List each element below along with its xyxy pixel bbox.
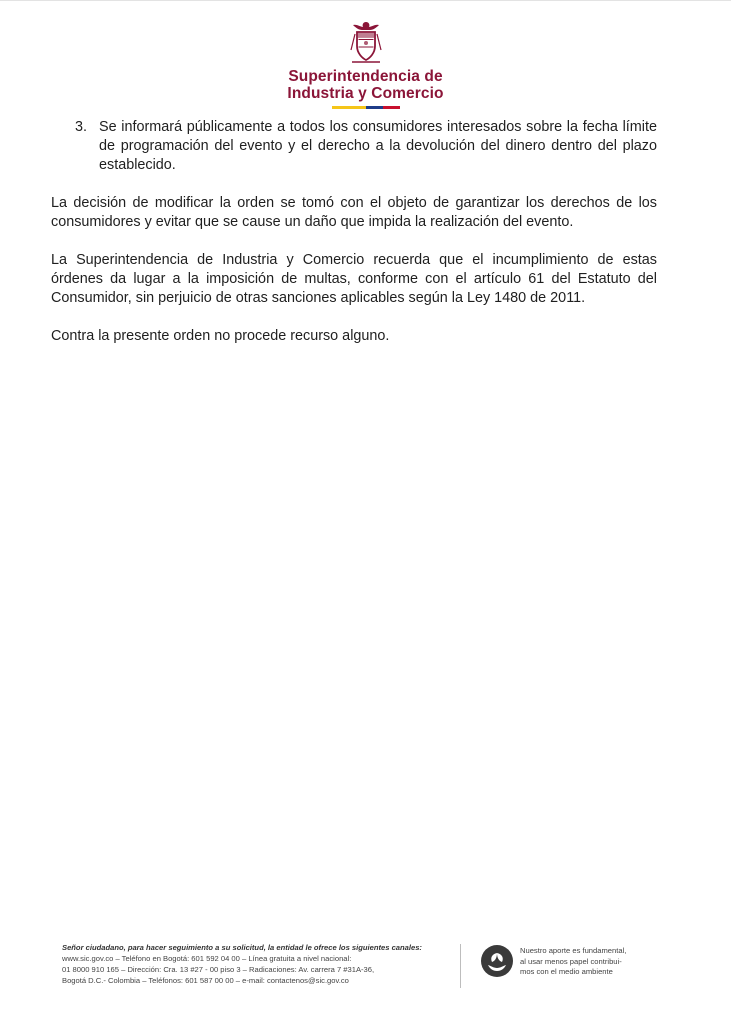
header-logo [0, 20, 731, 109]
flag-stripe [332, 106, 400, 109]
footer-eco-note [480, 944, 680, 988]
list-item-number: 3. [75, 119, 88, 135]
paragraph-decision: La decisión de modificar la orden se tomó con el objeto de garantizar los derechos de los consumidores y evitar que se cause un daño que impida la realización del evento. [51, 195, 657, 230]
organization-name [0, 68, 731, 102]
list-item [51, 118, 657, 175]
flag-yellow [332, 106, 366, 109]
eco-line3: mos con el medio ambiente [520, 967, 613, 976]
list-item-text: Se informará públicamente a todos los consumidores interesados sobre la fecha límite de programación del evento y el derecho a la devolución del dinero dentro del plazo establecido. [99, 119, 657, 173]
footer-intro: Señor ciudadano, para hacer seguimiento a su solicitud, la entidad le ofrece los siguientes canales: [62, 943, 422, 952]
paragraph-sanctions: La Superintendencia de Industria y Comercio recuerda que el incumplimiento de estas órdenes da lugar a la imposición de multas, conforme con el artículo 61 del Estatuto del Consumidor, sin perjuicio de otras sanciones aplicables según la Ley 1480 de 2011. [51, 252, 657, 306]
footer-contact-info [62, 942, 458, 986]
footer-line3: Bogotá D.C.- Colombia – Teléfonos: 601 587 00 00 – e-mail: contactenos@sic.gov.co [62, 976, 349, 985]
org-name-line2: Industria y Comercio [287, 85, 444, 102]
document-body [51, 118, 657, 346]
eco-line2: al usar menos papel contribui- [520, 956, 622, 966]
org-name-line1: Superintendencia de [288, 68, 443, 85]
footer-line1: www.sic.gov.co – Teléfono en Bogotá: 601 592 04 00 – Línea gratuita a nivel nacional: [62, 954, 352, 963]
footer-divider [460, 944, 461, 988]
footer-line2: 01 8000 910 165 – Dirección: Cra. 13 #27 - 00 piso 3 – Radicaciones: Av. carrera 7 #31A-36, [62, 965, 375, 974]
top-border [0, 0, 731, 1]
flag-blue [366, 106, 383, 109]
paragraph-no-appeal: Contra la presente orden no procede recurso alguno. [51, 328, 390, 344]
eco-line1: Nuestro aporte es fundamental, [520, 946, 627, 955]
eco-message [520, 946, 660, 978]
colombia-coat-of-arms-icon [348, 20, 384, 64]
leaf-hand-icon [480, 944, 514, 978]
page-footer [62, 942, 662, 992]
flag-red [383, 106, 400, 109]
